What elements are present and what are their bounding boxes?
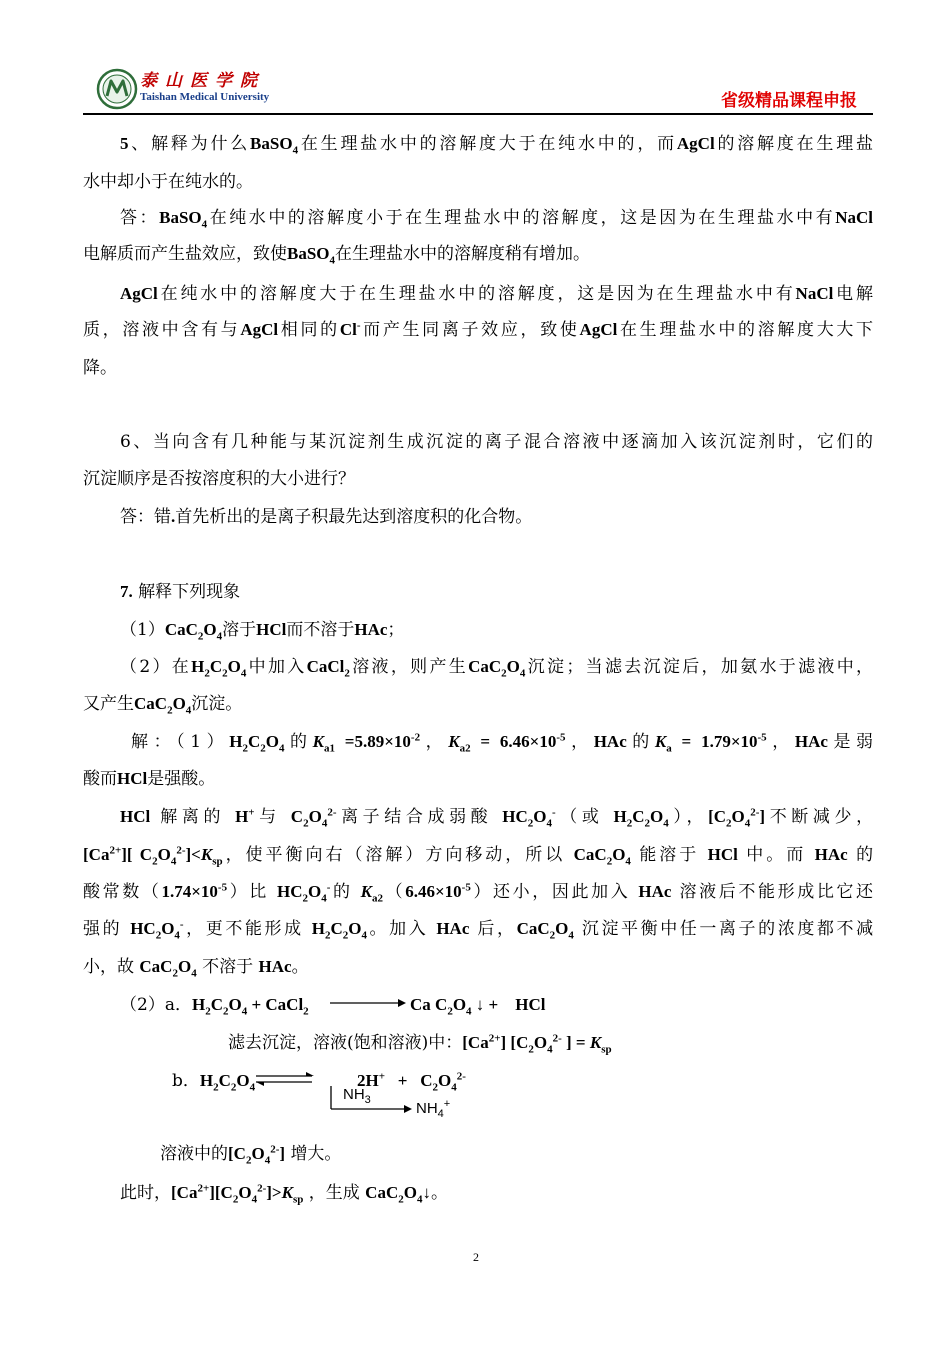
page-number: 2 — [473, 1250, 479, 1264]
course-label: 省级精品课程申报 — [721, 91, 857, 111]
q7-item-1: $(1)CaC_2O_4$溶于HCl而不溶于HAc； — [120, 620, 405, 643]
header-divider — [83, 113, 873, 115]
q7-solution-line-1: 解：$(1)H_2C_2O_4$的$K_{a1} =5.89\times 10^{-2}$，$K_{a2} = 6.46\times 10^{-5}$，HAc的$K_a = 1.79\times 10^{-5}$，HAc是弱 — [131, 731, 874, 755]
conclusion-line-2: 此时，$[Ca^{2+}][C_2O_4^{2-}]>K_{sp}$ ，生成 $CaC_2O_4↓$。 — [120, 1182, 448, 1206]
school-name-en: Taishan Medical University — [140, 91, 270, 103]
q5-answer-line-5: 降。 — [83, 358, 117, 378]
q7-solution-line-2: 酸而HCl是强酸。 — [83, 769, 216, 789]
q7-explain-line-5: 小，故 $CaC_2O_4$ 不溶于 HAc。 — [83, 957, 309, 980]
q7-explain-line-2: $[Ca^{2+}]$[ $C_2O_4^{2-}]<K_{sp}$，使平衡向右（溶解）方向移动，所以 $CaC_2O_4$ 能溶于 HCl 中。而 HAc 的 — [83, 844, 874, 868]
q5-line-2: 水中却小于在纯水的。 — [83, 172, 253, 192]
q5-answer-line-1: 答：BaSO$_4$在纯水中的溶解度小于在生理盐水中的溶解度，这是因为在生理盐水中有NaCl — [120, 208, 874, 231]
q5-answer-line-2: 电解质而产生盐效应，致使BaSO$_4$在生理盐水中的溶解度稍有增加。 — [83, 244, 591, 267]
q6-line-1: 6、当向含有几种能与某沉淀剂生成沉淀的离子混合溶液中逐滴加入该沉淀剂时，它们的 — [120, 432, 873, 452]
conclusion-line-1: 溶液中的$[C_2O_4^{2-}]$ 增大。 — [160, 1143, 342, 1167]
school-name-cn: 泰山医学院 — [140, 71, 265, 91]
q7-item-2-cont: 又产生$CaC_2O_4$沉淀。 — [83, 694, 243, 717]
reaction-2a-note: 滤去沉淀，溶液(饱和溶液)中：$[Ca^{2+}]$ [$C_2O_4^{2-}$ ] = $K_{sp}$ — [228, 1032, 612, 1056]
reaction-2b-products: $2H^+ + C_2O_4^{2-}$ — [357, 1070, 466, 1094]
equilibrium-arrow-icon — [254, 1071, 316, 1087]
q7-explain-line-4: 强的 $HC_2O_4^-$，更不能形成 $H_2C_2O_4$。加入 HAc 后，$CaC_2O_4$ 沉淀平衡中任一离子的浓度都不减 — [83, 918, 874, 942]
q7-explain-line-1: HCl 解离的 H+与 $C_2O_4^{2-}$离子结合成弱酸 $HC_2O_4^-$（或 $H_2C_2O_4$），$[C_2O_4^{2-}]$不断减少， — [120, 806, 874, 830]
q7-title: 7. 解释下列现象 — [120, 582, 241, 602]
q5-line-1: 5、解释为什么BaSO$_4$在生理盐水中的溶解度大于在纯水中的，而AgCl的溶解度在生理盐 — [120, 134, 874, 157]
nh3-label: $NH_3$ — [343, 1086, 371, 1106]
reaction-arrow-icon — [330, 996, 406, 1010]
q6-line-2: 沉淀顺序是否按溶度积的大小进行？ — [83, 469, 355, 489]
q7-item-2: （2）在$H_2C_2O_4$中加入CaCl$_2$溶液，则产生$CaC_2O_4$沉淀；当滤去沉淀后，加氨水于滤液中， — [120, 657, 874, 680]
q6-answer: 答：错.首先析出的是离子积最先达到溶度积的化合物。 — [120, 507, 533, 527]
reaction-2b: b．$H_2C_2O_4$ — [172, 1071, 256, 1094]
q5-answer-line-3: AgCl在纯水中的溶解度大于在生理盐水中的溶解度，这是因为在生理盐水中有NaCl电解 — [120, 284, 874, 304]
q7-explain-line-3: 酸常数$(1.74\times 10^{-5})$比 $HC_2O_4^-$的 $K_{a2}(6.46\times 10^{-5})$还小，因此加入 HAc 溶液后不能形成比它还 — [83, 881, 874, 905]
q5-answer-line-4: 质，溶液中含有与AgCl相同的Cl-而产生同离子效应，致使AgCl在生理盐水中的溶解度大大下 — [83, 319, 874, 340]
university-logo-icon — [96, 68, 138, 110]
reaction-2a-products: Ca $C_2O_4$ ↓ + HCl — [410, 995, 546, 1018]
nh4-label: $NH_4^+$ — [416, 1098, 451, 1120]
reaction-2a: （2）a．$H_2C_2O_4$ + CaCl$_2$ — [120, 995, 309, 1018]
